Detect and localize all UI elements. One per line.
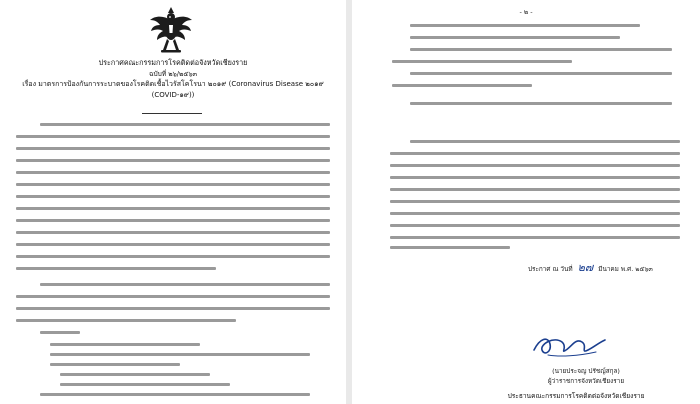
text-line — [16, 231, 330, 234]
text-line — [410, 102, 672, 105]
signer-organization: ประธานคณะกรรมการโรคติดต่อจังหวัดเชียงราย — [507, 392, 645, 400]
text-line — [60, 373, 210, 376]
text-line — [40, 283, 330, 286]
text-line — [410, 48, 672, 51]
date-suffix: มีนาคม พ.ศ. ๒๕๖๓ — [598, 265, 653, 273]
text-line — [16, 159, 330, 162]
text-line — [390, 224, 680, 227]
text-line — [390, 236, 680, 239]
text-line — [16, 307, 330, 310]
text-line — [16, 207, 330, 210]
document-page-1 — [0, 0, 346, 404]
text-line — [16, 171, 330, 174]
announcement-date — [528, 258, 653, 276]
text-line — [50, 343, 200, 346]
document-page-2 — [352, 0, 700, 404]
text-line — [390, 188, 680, 191]
text-line — [16, 195, 330, 198]
document-subject: เรื่อง มาตรการป้องกันการระบาดของโรคติดเชื้อไวรัสโคโรนา ๒๐๑๙ (Coronavirus Disease ๒๐๑๙ — [22, 80, 324, 88]
text-line — [410, 140, 680, 143]
signer-name: (นายประจญ ปรัชญ์สกุล) — [552, 367, 620, 375]
text-line — [392, 84, 532, 87]
document-subject-continued: (COVID-๑๙)) — [151, 90, 195, 99]
date-day: ๒๗ — [577, 261, 594, 274]
text-line — [40, 123, 330, 126]
text-line — [390, 176, 680, 179]
handwritten-signature-icon — [530, 330, 608, 360]
text-line — [410, 36, 620, 39]
text-line — [390, 152, 680, 155]
text-line — [16, 295, 330, 298]
text-line — [50, 363, 180, 366]
text-line — [40, 331, 80, 334]
date-prefix: ประกาศ ณ วันที่ — [528, 265, 573, 273]
issue-number: ฉบับที่ ๒๖/๒๕๖๓ — [148, 69, 198, 78]
text-line — [392, 60, 572, 63]
text-line — [16, 135, 330, 138]
text-line — [390, 164, 680, 167]
text-line — [16, 219, 330, 222]
text-line — [16, 243, 330, 246]
title-divider — [142, 113, 202, 114]
text-line — [16, 267, 216, 270]
text-line — [40, 393, 310, 396]
signer-role: ผู้ว่าราชการจังหวัดเชียงราย — [547, 377, 625, 385]
text-line — [16, 319, 236, 322]
text-line — [60, 383, 230, 386]
text-line — [410, 24, 640, 27]
text-line — [16, 255, 330, 258]
garuda-emblem-icon — [146, 6, 196, 56]
text-line — [390, 212, 680, 215]
issuer-title: ประกาศคณะกรรมการโรคติดต่อจังหวัดเชียงราย — [98, 58, 248, 67]
text-line — [390, 246, 510, 249]
document-title-block — [0, 58, 346, 100]
text-line — [16, 183, 330, 186]
text-line — [390, 200, 680, 203]
page-number: - ๒ - — [519, 8, 533, 16]
text-line — [410, 72, 672, 75]
text-line — [16, 147, 330, 150]
text-line — [50, 353, 310, 356]
